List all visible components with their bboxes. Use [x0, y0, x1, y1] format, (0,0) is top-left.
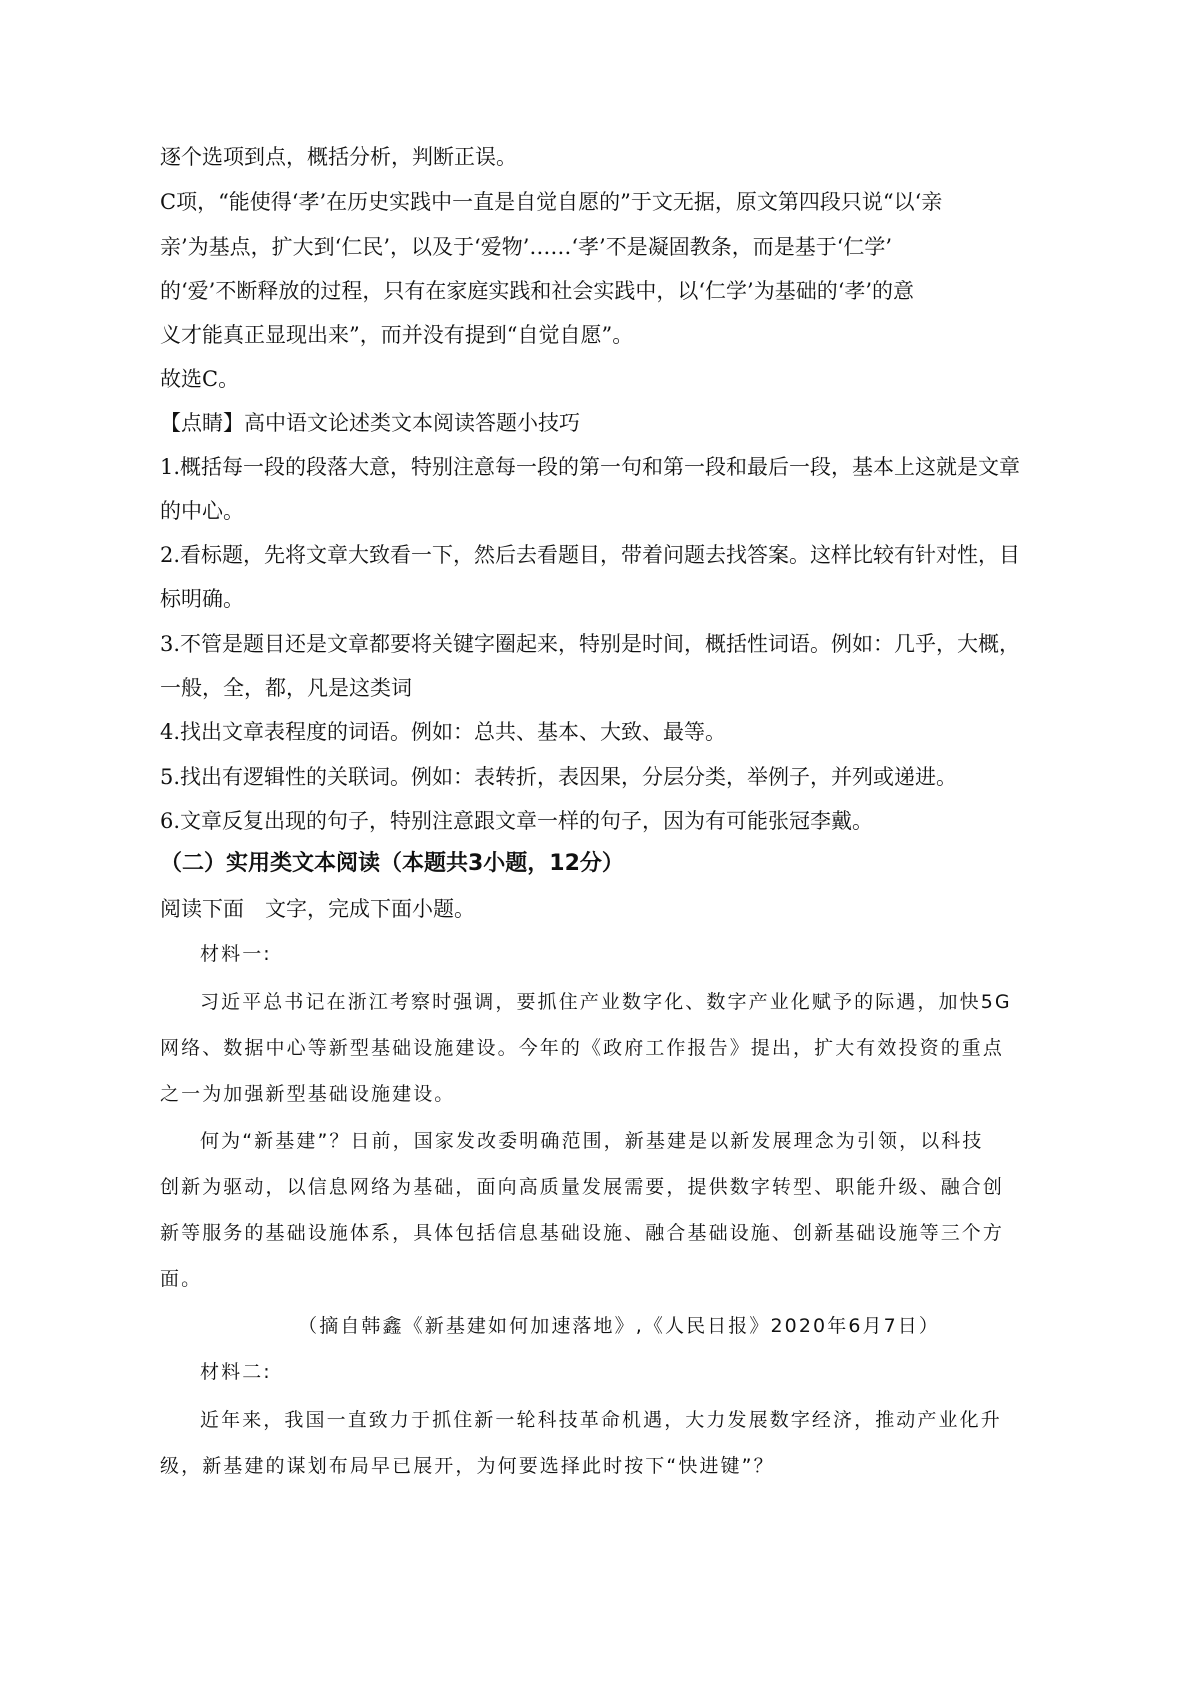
tip-line: 3.不管是题目还是文章都要将关键字圈起来，特别是时间，概括性词语。例如：几乎，大概， [160, 632, 1021, 656]
material-paragraph-line: 何为“新基建”？日前，国家发改委明确范围，新基建是以新发展理念为引领，以科技 [200, 1130, 984, 1152]
tip-line: 的中心。 [160, 499, 244, 523]
material-paragraph-line: 创新为驱动，以信息网络为基础，面向高质量发展需要，提供数字转型、职能升级、融合创 [160, 1176, 1005, 1198]
material-label: 材料一: [200, 943, 272, 965]
material-paragraph-line: 级，新基建的谋划布局早已展开，为何要选择此时按下“快进键”？ [160, 1455, 775, 1477]
tip-line: 2.看标题，先将文章大致看一下，然后去看题目，带着问题去找答案。这样比较有针对性，目 [160, 543, 1021, 567]
material-source: （摘自韩鑫《新基建如何加速落地》,《人民日报》2020年6月7日） [298, 1315, 940, 1337]
analysis-line: 的‘爱’不断释放的过程，只有在家庭实践和社会实践中，以‘仁学’为基础的‘孝’的意 [160, 279, 915, 303]
tip-line: 6.文章反复出现的句子，特别注意跟文章一样的句子，因为有可能张冠李戴。 [160, 809, 874, 833]
material-paragraph-line: 网络、数据中心等新型基础设施建设。今年的《政府工作报告》提出，扩大有效投资的重点 [160, 1037, 1005, 1059]
material-paragraph-line: 面。 [160, 1268, 203, 1290]
answer-choice: 故选C。 [160, 367, 240, 391]
material-paragraph-line: 习近平总书记在浙江考察时强调，要抓住产业数字化、数字产业化赋予的际遇，加快5G [200, 991, 1012, 1013]
section-instruction: 阅读下面 文字，完成下面小题。 [160, 897, 475, 921]
tips-heading: 【点睛】高中语文论述类文本阅读答题小技巧 [160, 411, 580, 435]
material-label: 材料二: [200, 1361, 272, 1383]
material-paragraph-line: 新等服务的基础设施体系，具体包括信息基础设施、融合基础设施、创新基础设施等三个方 [160, 1222, 1005, 1244]
tip-line: 一般，全，都，凡是这类词 [160, 676, 412, 700]
tip-line: 4.找出文章表程度的词语。例如：总共、基本、大致、最等。 [160, 720, 727, 744]
tip-line: 5.找出有逻辑性的关联词。例如：表转折，表因果，分层分类，举例子，并列或递进。 [160, 765, 958, 789]
analysis-line: C项，“能使得‘孝’在历史实践中一直是自觉自愿的”于文无据，原文第四段只说“以‘亲 [160, 190, 943, 214]
analysis-line: 义才能真正显现出来”，而并没有提到“自觉自愿”。 [160, 323, 634, 347]
section-title: （二）实用类文本阅读（本题共3小题，12分） [160, 851, 624, 876]
material-paragraph-line: 之一为加强新型基础设施建设。 [160, 1083, 456, 1105]
answer-line: 逐个选项到点，概括分析，判断正误。 [160, 145, 517, 169]
tip-line: 1.概括每一段的段落大意，特别注意每一段的第一句和第一段和最后一段，基本上这就是文章 [160, 455, 1021, 479]
analysis-line: 亲’为基点，扩大到‘仁民’，以及于‘爱物’……‘孝’不是凝固教条，而是基于‘仁学’ [160, 235, 893, 259]
material-paragraph-line: 近年来，我国一直致力于抓住新一轮科技革命机遇，大力发展数字经济，推动产业化升 [200, 1409, 1002, 1431]
tip-line: 标明确。 [160, 587, 244, 611]
